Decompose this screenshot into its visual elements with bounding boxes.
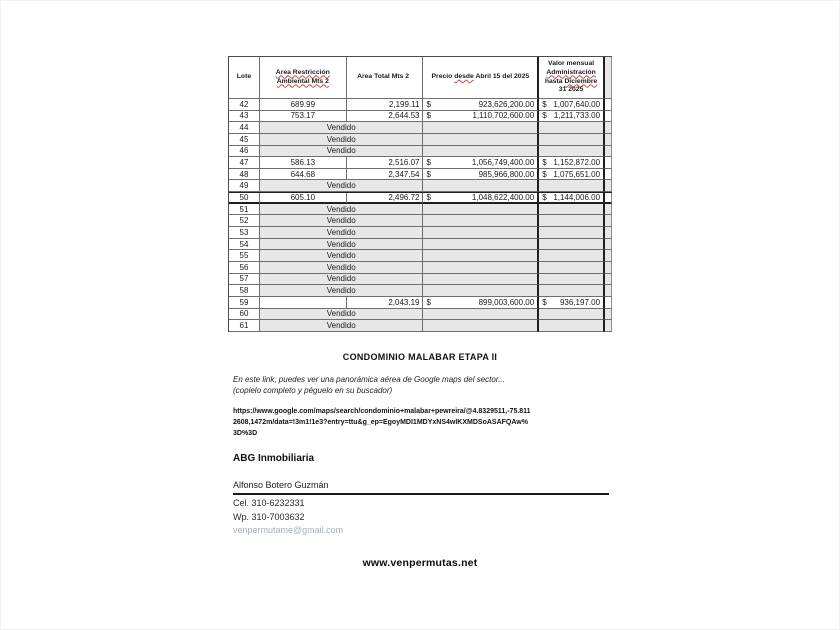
total-cell: 2,043.19 (347, 297, 424, 309)
vendido-cell: Vendido (260, 134, 424, 146)
lote-cell: 44 (229, 122, 260, 134)
sliver-cell (605, 274, 612, 286)
table-row (229, 157, 612, 169)
table-row (229, 215, 612, 227)
sliver-cell (605, 204, 612, 216)
vendido-cell: Vendido (260, 227, 424, 239)
area-cell: 753.17 (260, 111, 347, 123)
precio-cell (423, 285, 539, 297)
column-header (229, 57, 260, 99)
currency-symbol: $ (542, 158, 547, 168)
sliver-cell (605, 134, 612, 146)
header-line (559, 86, 584, 95)
sliver-cell (605, 215, 612, 227)
precio-cell (423, 146, 539, 158)
header-text: Valor mensual (548, 59, 595, 67)
sliver-cell (605, 146, 612, 158)
lote-cell: 47 (229, 157, 260, 169)
table-row (229, 320, 612, 332)
lote-cell: 51 (229, 204, 260, 216)
sliver-cell (605, 169, 612, 181)
vendido-cell: Vendido (260, 204, 424, 216)
lote-cell: 43 (229, 111, 260, 123)
area-cell (260, 297, 347, 309)
currency-symbol: $ (426, 99, 431, 109)
precio-cell (423, 204, 539, 216)
vendido-cell: Vendido (260, 309, 424, 321)
document-title: CONDOMINIO MALABAR ETAPA II (342, 352, 498, 362)
header-text: Area Restricción (275, 68, 330, 76)
header-text: Area Total Mts 2 (357, 73, 410, 81)
precio-amount: 1,048,622,400.00 (471, 193, 535, 202)
lote-cell: 58 (229, 285, 260, 297)
total-cell: 2,199.11 (347, 99, 424, 111)
total-cell: 2,496.72 (347, 193, 424, 204)
precio-cell (423, 157, 539, 169)
admin-cell (539, 193, 605, 204)
lote-cell: 46 (229, 146, 260, 158)
admin-cell (539, 227, 605, 239)
column-header (539, 57, 605, 99)
header-line (276, 69, 330, 78)
currency-symbol: $ (426, 169, 431, 179)
precio-cell (423, 227, 539, 239)
lote-cell: 54 (229, 239, 260, 251)
column-header (423, 57, 539, 99)
admin-amount: 1,211,733.00 (553, 111, 601, 121)
area-cell: 586.13 (260, 157, 347, 169)
table-row (229, 99, 612, 111)
table-row (229, 134, 612, 146)
sliver-cell (605, 297, 612, 309)
lote-cell: 56 (229, 262, 260, 274)
lote-cell: 55 (229, 250, 260, 262)
table-row (229, 192, 612, 204)
sliver-cell (605, 122, 612, 134)
area-cell: 689.99 (260, 99, 347, 111)
total-cell: 2,516.07 (347, 157, 424, 169)
table-row (229, 250, 612, 262)
lote-cell: 50 (229, 193, 260, 204)
sliver-cell (605, 180, 612, 192)
table-row (229, 146, 612, 158)
website-footer: www.venpermutas.net (362, 557, 478, 569)
admin-cell (539, 204, 605, 216)
precio-cell (423, 99, 539, 111)
sliver-cell (605, 227, 612, 239)
vendido-cell: Vendido (260, 250, 424, 262)
admin-amount: 1,007,640.00 (553, 99, 601, 109)
table-row (229, 274, 612, 286)
sliver-cell (605, 193, 612, 204)
header-text: Abril 15 del 2025 (473, 73, 530, 81)
lote-cell: 61 (229, 320, 260, 332)
header-line (277, 78, 329, 87)
currency-symbol: $ (542, 169, 547, 179)
vendido-cell: Vendido (260, 146, 424, 158)
currency-symbol: $ (426, 193, 431, 202)
admin-cell (539, 111, 605, 123)
precio-cell (423, 169, 539, 181)
lote-cell: 57 (229, 274, 260, 286)
table-row (229, 239, 612, 251)
vendido-cell: Vendido (260, 239, 424, 251)
table-row (229, 111, 612, 123)
admin-cell (539, 146, 605, 158)
precio-cell (423, 193, 539, 204)
vendido-cell: Vendido (260, 262, 424, 274)
admin-cell (539, 157, 605, 169)
header-line (357, 73, 409, 82)
header-text: Administración (546, 68, 596, 76)
admin-cell (539, 239, 605, 251)
lote-cell: 52 (229, 215, 260, 227)
currency-symbol: $ (426, 111, 431, 121)
admin-cell (539, 262, 605, 274)
precio-cell (423, 262, 539, 274)
vendido-cell: Vendido (260, 274, 424, 286)
lote-cell: 53 (229, 227, 260, 239)
vendido-cell: Vendido (260, 122, 424, 134)
column-header (260, 57, 347, 99)
admin-cell (539, 297, 605, 309)
header-text: Precio (431, 73, 455, 81)
admin-cell (539, 122, 605, 134)
currency-symbol: $ (542, 111, 547, 121)
lote-cell: 45 (229, 134, 260, 146)
sliver-cell (605, 111, 612, 123)
admin-amount: 1,075,651.00 (553, 169, 601, 179)
admin-amount: 1,144,006.00 (553, 193, 601, 202)
sliver-cell (605, 320, 612, 332)
header-line (546, 69, 595, 78)
currency-symbol: $ (542, 99, 547, 109)
header-text: 31 2025 (558, 86, 584, 94)
precio-amount: 1,056,749,400.00 (471, 158, 535, 168)
currency-symbol: $ (426, 158, 431, 168)
currency-symbol: $ (426, 297, 431, 307)
admin-amount: 936,197.00 (559, 297, 601, 307)
sliver-cell (605, 157, 612, 169)
table-row (229, 180, 612, 192)
admin-cell (539, 309, 605, 321)
maps-url-link[interactable]: https://www.google.com/maps/search/condominio+malabar+pewreira/@4.8329511,-75.8112608,1472m/data=!3m1!1e3?entry=ttu&g_ep=EgoyMDI1MDYxNS4wIKXMDSoASAFQAw%3D%3D (233, 408, 531, 437)
header-text: Lote (236, 73, 252, 81)
precio-cell (423, 250, 539, 262)
precio-cell (423, 215, 539, 227)
lote-cell: 49 (229, 180, 260, 192)
header-text: Ambiental Mts 2 (276, 77, 329, 85)
total-cell: 2,347.54 (347, 169, 424, 181)
admin-cell (539, 320, 605, 332)
precio-cell (423, 134, 539, 146)
email-link[interactable]: venpermutame@gmail.com (233, 525, 344, 535)
lote-cell: 60 (229, 309, 260, 321)
whatsapp-phone: Wp. 310-7003632 (233, 511, 305, 522)
admin-cell (539, 285, 605, 297)
precio-cell (423, 297, 539, 309)
table-row (229, 122, 612, 134)
lote-cell: 48 (229, 169, 260, 181)
sliver-cell (605, 57, 612, 99)
column-header (347, 57, 424, 99)
header-text: desde (454, 73, 474, 81)
lote-cell: 42 (229, 99, 260, 111)
sliver-cell (605, 309, 612, 321)
area-cell: 644.68 (260, 169, 347, 181)
table-row (229, 285, 612, 297)
admin-amount: 1,152,872.00 (553, 158, 601, 168)
total-cell: 2,644.53 (347, 111, 424, 123)
header-text: Diciembre (564, 77, 598, 85)
sliver-cell (605, 285, 612, 297)
precio-cell (423, 111, 539, 123)
sliver-cell (605, 239, 612, 251)
currency-symbol: $ (542, 193, 547, 202)
precio-cell (423, 122, 539, 134)
header-text: hasta (544, 77, 565, 85)
precio-cell (423, 180, 539, 192)
sliver-cell (605, 250, 612, 262)
lote-cell: 59 (229, 297, 260, 309)
header-line (237, 73, 251, 82)
precio-amount: 1,110,702,600.00 (472, 111, 535, 121)
admin-cell (539, 134, 605, 146)
admin-cell (539, 215, 605, 227)
header-line (432, 73, 530, 82)
precio-amount: 985,966,800.00 (478, 169, 535, 179)
table-row (229, 297, 612, 309)
precio-amount: 899,003,600.00 (478, 297, 535, 307)
link-note: En este link, puedes ver una panorámica aérea de Google maps del sector... (copielo completo y péguelo en su buscador) (233, 375, 505, 396)
table-row (229, 169, 612, 181)
vendido-cell: Vendido (260, 320, 424, 332)
company-name: ABG Inmobiliaria (233, 453, 315, 464)
admin-cell (539, 180, 605, 192)
table-row (229, 227, 612, 239)
vendido-cell: Vendido (260, 180, 424, 192)
area-cell: 605.10 (260, 193, 347, 204)
precio-cell (423, 274, 539, 286)
precio-amount: 923,626,200.00 (478, 99, 535, 109)
table-row (229, 309, 612, 321)
lots-table (228, 56, 612, 332)
table-header-row (229, 57, 612, 99)
sliver-cell (605, 99, 612, 111)
precio-cell (423, 309, 539, 321)
admin-cell (539, 99, 605, 111)
header-line (545, 78, 598, 87)
cel-phone: Cel. 310-6232331 (233, 498, 305, 508)
precio-cell (423, 239, 539, 251)
vendido-cell: Vendido (260, 285, 424, 297)
table-row (229, 204, 612, 216)
table-row (229, 262, 612, 274)
currency-symbol: $ (542, 297, 547, 307)
admin-cell (539, 250, 605, 262)
admin-cell (539, 169, 605, 181)
precio-cell (423, 320, 539, 332)
agent-name: Alfonso Botero Guzmán (233, 480, 609, 495)
header-line (548, 60, 594, 69)
admin-cell (539, 274, 605, 286)
vendido-cell: Vendido (260, 215, 424, 227)
sliver-cell (605, 262, 612, 274)
